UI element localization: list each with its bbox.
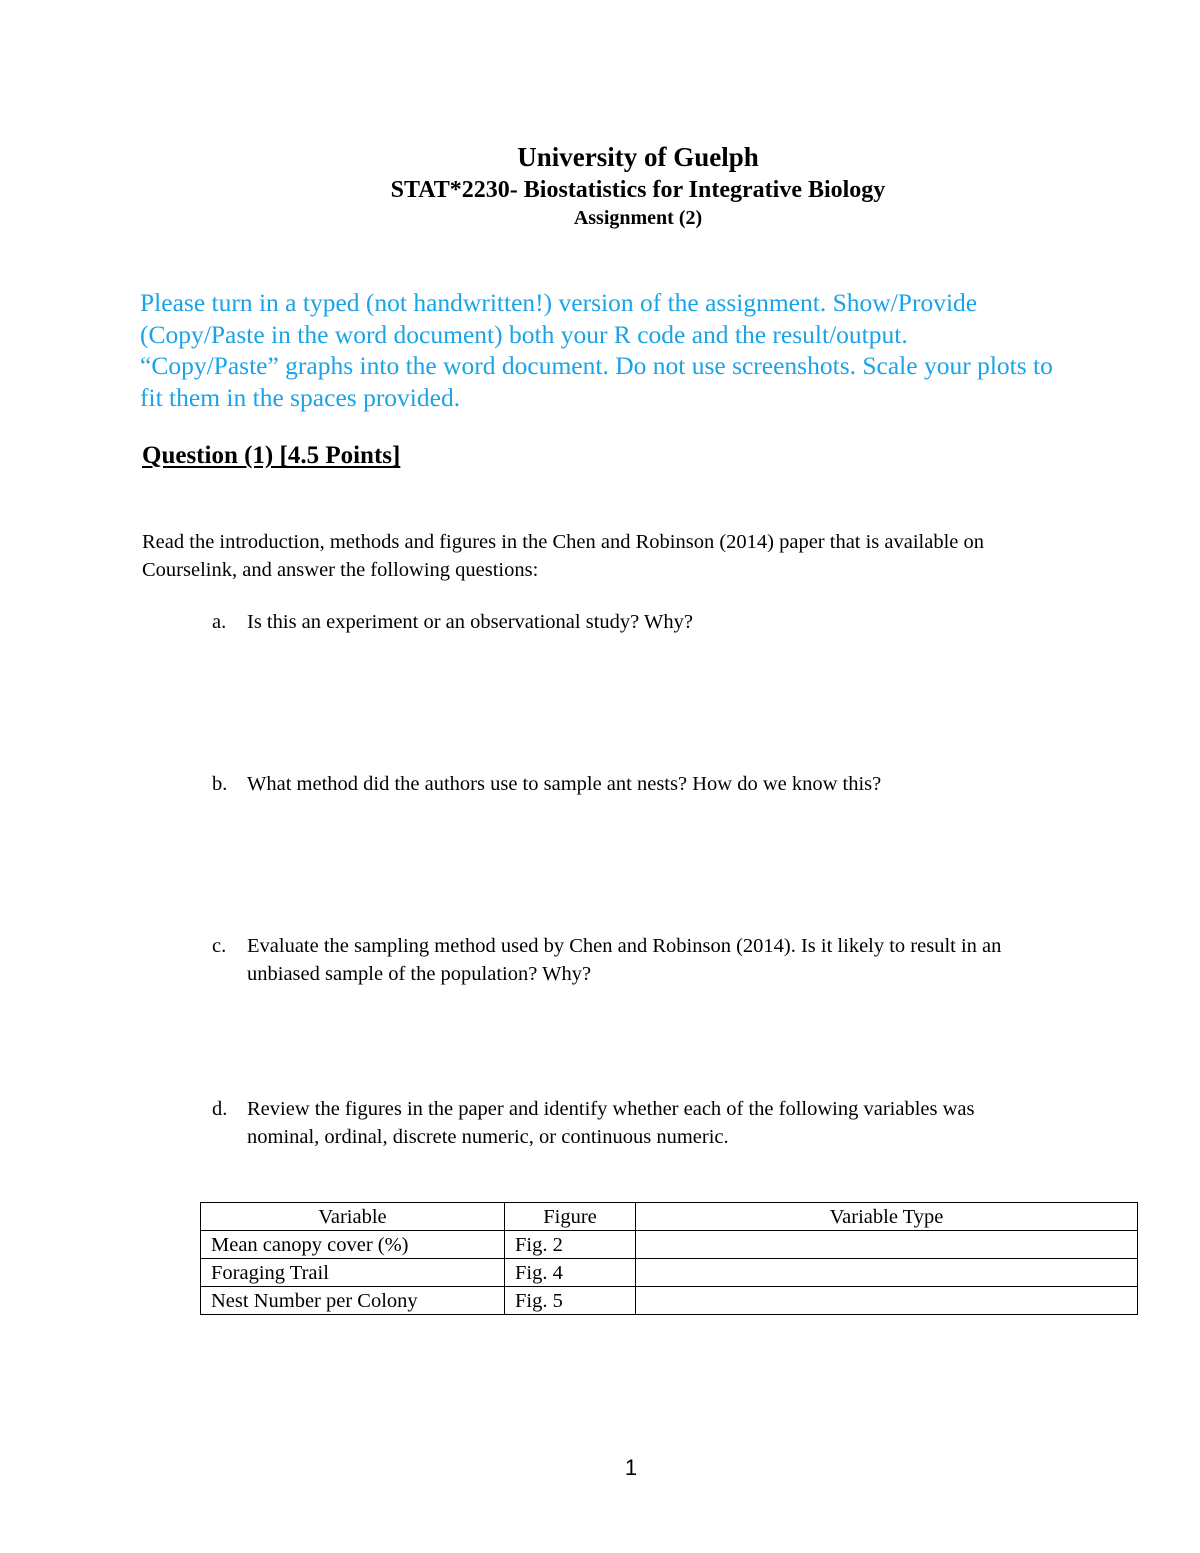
instructions-line: Please turn in a typed (not handwritten!) version of the assignment. Show/Provide	[140, 288, 978, 317]
header-variable-type: Variable Type	[636, 1203, 1138, 1231]
cell-variable-type[interactable]	[636, 1259, 1138, 1287]
cell-variable: Mean canopy cover (%)	[201, 1231, 505, 1259]
header-figure: Figure	[505, 1203, 636, 1231]
item-letter: c.	[212, 935, 227, 957]
cell-variable: Foraging Trail	[201, 1259, 505, 1287]
instructions-line: “Copy/Paste” graphs into the word document. Do not use screenshots. Scale your plots to	[140, 351, 1053, 380]
question-intro	[142, 528, 1142, 584]
item-text	[247, 932, 1147, 988]
cell-figure: Fig. 4	[505, 1259, 636, 1287]
assignment-title: Assignment (2)	[573, 207, 703, 229]
item-text	[247, 1095, 1147, 1151]
variable-table	[200, 1202, 1138, 1315]
instructions-line: fit them in the spaces provided.	[140, 382, 461, 412]
item-line: Is this an experiment or an observational study? Why?	[247, 611, 693, 633]
table-row	[201, 1231, 1138, 1259]
instructions-block	[140, 287, 1150, 413]
cell-variable-type[interactable]	[636, 1231, 1138, 1259]
cell-variable: Nest Number per Colony	[201, 1287, 505, 1315]
item-line: unbiased sample of the population? Why?	[247, 963, 592, 985]
intro-line: Read the introduction, methods and figures in the Chen and Robinson (2014) paper that is available on	[142, 531, 985, 553]
item-line: nominal, ordinal, discrete numeric, or continuous numeric.	[247, 1126, 729, 1148]
item-text	[247, 608, 1147, 636]
item-line: Evaluate the sampling method used by Chen and Robinson (2014). Is it likely to result in an	[247, 935, 1002, 957]
page-number: 1	[624, 1455, 638, 1480]
university-title: University of Guelph	[517, 142, 759, 172]
instructions-line: (Copy/Paste in the word document) both your R code and the result/output.	[140, 319, 908, 349]
table-row	[201, 1287, 1138, 1315]
item-text	[247, 770, 1147, 798]
intro-line: Courselink, and answer the following questions:	[142, 559, 539, 581]
item-letter: d.	[212, 1098, 228, 1120]
item-letter: b.	[212, 773, 228, 795]
table-row	[201, 1259, 1138, 1287]
cell-variable-type[interactable]	[636, 1287, 1138, 1315]
cell-figure: Fig. 5	[505, 1287, 636, 1315]
question-heading: Question (1) [4.5 Points]	[142, 442, 401, 469]
cell-figure: Fig. 2	[505, 1231, 636, 1259]
header-variable: Variable	[201, 1203, 505, 1231]
item-line: Review the figures in the paper and identify whether each of the following variables was	[247, 1098, 975, 1120]
table-header-row	[201, 1203, 1138, 1231]
course-title: STAT*2230- Biostatistics for Integrative Biology	[390, 177, 886, 203]
item-letter: a.	[212, 611, 227, 633]
item-line: What method did the authors use to sample ant nests? How do we know this?	[247, 773, 882, 795]
